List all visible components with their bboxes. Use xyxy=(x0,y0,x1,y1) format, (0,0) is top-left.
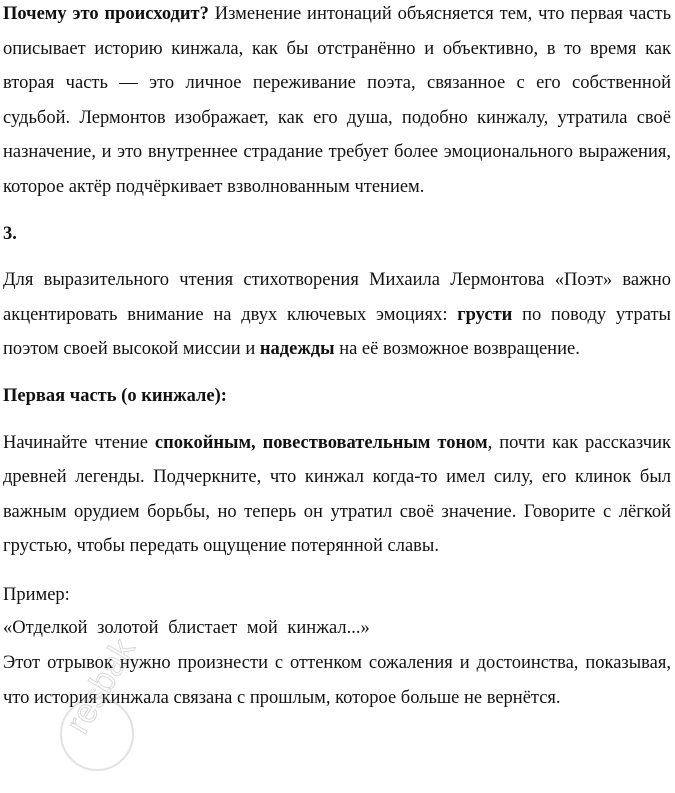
paragraph-text: Изменение интонаций объясняется тем, что первая часть описывает историю кинжала, как бы отстранённо и объективно, в то время как вторая часть — это личное переживание поэта, связанное с его собственной судьбой. Лермонтов изображает, как его душа, подобно кинжалу, утратила своё назначение, и это внутреннее страдание требует более эмоционального выражения, которое актёр подчёркивает взволнованным чтением. xyxy=(3,4,672,197)
subheading xyxy=(3,379,671,414)
paragraph-explanation xyxy=(3,0,671,205)
section-number-text: 3. xyxy=(3,223,17,244)
bold-question: Почему это происходит? xyxy=(3,4,209,24)
paragraph-example-note: Этот отрывок нужно произнести с оттенком сожаления и достоинства, показывая, что история кинжала связана с прошлым, которое больше не вернётся. xyxy=(3,652,671,708)
subheading-text: Первая часть (о кинжале): xyxy=(3,385,227,406)
bold-tone: спокойным, повествовательным тоном xyxy=(154,432,488,453)
text: , почти как рассказчик древней легенды. Подчеркните, что кинжал когда-то имел силу, его клинок был важным орудием борьбы, но теперь он утратил своё значение. Говорите с лёгкой грустью, чтобы передать ощущение потерянной славы. xyxy=(3,432,671,557)
text: по поводу утраты поэтом своей высокой миссии и xyxy=(3,304,671,360)
bold-emotion-sadness: грусти xyxy=(457,304,513,325)
paragraph-intro xyxy=(3,263,671,367)
text: на её возможное возвращение. xyxy=(334,339,580,360)
text: Начинайте чтение xyxy=(3,432,155,453)
watermark-logo: resbak xyxy=(58,632,143,740)
paragraph-first-part xyxy=(3,426,671,564)
section-number xyxy=(3,217,671,252)
text: Для выразительного чтения стихотворения Михаила Лермонтова «Поэт» важно акцентировать внимание на двух ключевых эмоциях: xyxy=(3,270,671,325)
example-label: Пример: xyxy=(3,584,70,605)
bold-emotion-hope: надежды xyxy=(259,339,335,360)
example-quote: «Отделкой золотой блистает мой кинжал...» xyxy=(3,617,370,638)
